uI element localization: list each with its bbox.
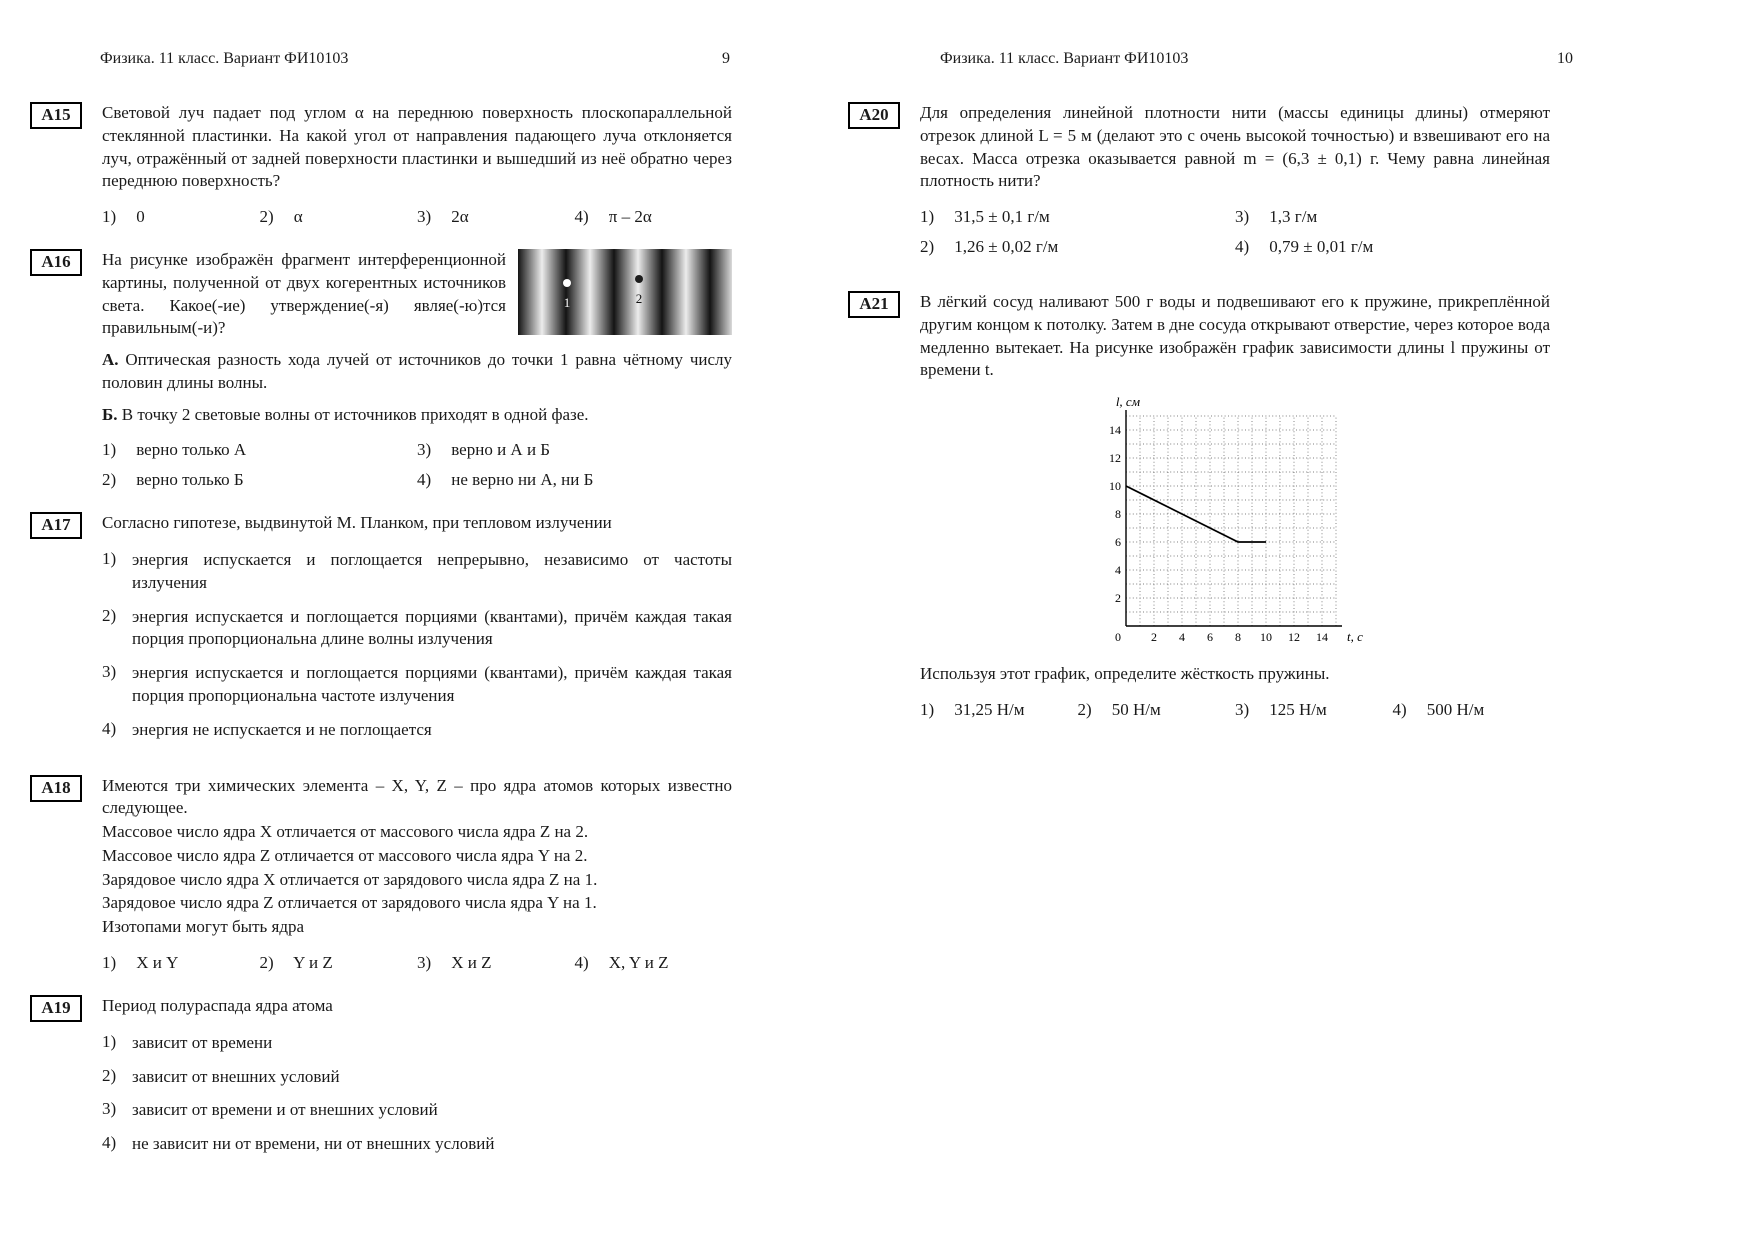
- question-a21: [848, 291, 1754, 720]
- answer-option: [920, 700, 1078, 720]
- question-label-a20: А20: [848, 102, 900, 129]
- options-row: [102, 207, 732, 227]
- answer-option: [1078, 700, 1236, 720]
- statement-a-text: Оптическая разность хода лучей от источников до точки 1 равна чётному числу половин длины волны.: [102, 350, 732, 392]
- answer-option: [417, 440, 732, 460]
- option-text: X и Z: [451, 953, 492, 973]
- option-number: 4): [574, 953, 589, 973]
- option-number: 1): [102, 440, 117, 460]
- option-text: верно и А и Б: [451, 440, 551, 460]
- answer-option: [102, 470, 417, 490]
- answer-option: [102, 606, 732, 652]
- option-number: 1): [920, 699, 935, 719]
- svg-text:8: 8: [1115, 507, 1121, 522]
- option-number: 4): [417, 470, 432, 490]
- svg-text:10: 10: [1260, 630, 1272, 645]
- header-title: Физика. 11 класс. Вариант ФИ10103: [940, 50, 1189, 67]
- options-list: [102, 549, 732, 741]
- header-title: Физика. 11 класс. Вариант ФИ10103: [100, 50, 349, 67]
- option-text: 0: [136, 207, 145, 227]
- fact-lines: [102, 820, 732, 939]
- option-text: энергия испускается и поглощается порциями (квантами), причём каждая такая порция пропорциональна частоте излучения: [132, 663, 732, 706]
- options-row: [102, 953, 732, 973]
- option-number: 1): [920, 207, 935, 227]
- option-text: 500 Н/м: [1426, 699, 1485, 719]
- option-number: 2): [920, 237, 935, 257]
- option-number: 1): [102, 1031, 117, 1051]
- question-body: [102, 512, 732, 752]
- interference-point-2: [632, 275, 646, 307]
- answer-option: [102, 953, 260, 973]
- option-text: 50 Н/м: [1111, 699, 1161, 719]
- option-text: энергия не испускается и не поглощается: [132, 719, 432, 739]
- option-number: 3): [1235, 207, 1250, 227]
- answer-option: [1393, 700, 1551, 720]
- answer-option: [102, 1099, 732, 1122]
- fact-line-text: Массовое число ядра X отличается от массового числа ядра Z на 2.: [102, 822, 589, 842]
- fact-line-text: Зарядовое число ядра Z отличается от зарядового числа ядра Y на 1.: [102, 893, 597, 913]
- question-label-a19: А19: [30, 995, 82, 1022]
- question-label-a21: А21: [848, 291, 900, 318]
- page-number: 9: [722, 50, 730, 67]
- option-text: 31,5 ± 0,1 г/м: [954, 207, 1050, 227]
- question-instruction: Используя этот график, определите жёсткость пружины.: [920, 664, 1330, 684]
- options-grid: [102, 440, 732, 490]
- answer-option: [920, 237, 1235, 257]
- option-text: X, Y и Z: [608, 953, 669, 973]
- options-row: [920, 700, 1550, 720]
- question-label-a15: А15: [30, 102, 82, 129]
- question-text: На рисунке изображён фрагмент интерференционной картины, полученной от двух когерентных источников света. Какое(-ие) утверждение(-я) являе(-ю)тся правильным(-и)?: [102, 250, 506, 338]
- option-number: 3): [417, 953, 432, 973]
- answer-option: [102, 662, 732, 708]
- interference-pattern-figure: [518, 249, 732, 335]
- answer-option: [1235, 237, 1550, 257]
- question-text: Период полураспада ядра атома: [102, 996, 333, 1016]
- answer-option: [260, 953, 418, 973]
- answer-option: [102, 207, 260, 227]
- svg-text:12: 12: [1288, 630, 1300, 645]
- option-number: 1): [102, 953, 117, 973]
- question-body: [920, 102, 1550, 257]
- question-a15: [30, 102, 815, 227]
- answer-option: [102, 440, 417, 460]
- statement-a-prefix: А.: [102, 350, 119, 370]
- option-text: не зависит ни от времени, ни от внешних условий: [132, 1134, 495, 1154]
- option-number: 4): [102, 718, 117, 738]
- answer-option: [1235, 700, 1393, 720]
- option-text: верно только А: [136, 440, 247, 460]
- svg-text:2: 2: [1151, 630, 1157, 645]
- option-text: зависит от времени и от внешних условий: [132, 1100, 438, 1120]
- svg-text:6: 6: [1115, 535, 1121, 550]
- question-label-a18: А18: [30, 775, 82, 802]
- spring-length-vs-time-chart: [1090, 392, 1390, 654]
- question-a20: [848, 102, 1754, 257]
- spring-length-chart-figure: [1090, 392, 1550, 659]
- option-number: 3): [417, 207, 432, 227]
- fact-line-text: Зарядовое число ядра X отличается от зарядового числа ядра Z на 1.: [102, 869, 598, 889]
- option-number: 3): [417, 440, 432, 460]
- page-10: [815, 0, 1754, 1239]
- option-number: 2): [1077, 699, 1092, 719]
- svg-text:2: 2: [1115, 591, 1121, 606]
- question-a16: [30, 249, 815, 490]
- option-number: 2): [259, 207, 274, 227]
- answer-option: [417, 470, 732, 490]
- question-a18: [30, 775, 815, 974]
- statement-b: [102, 404, 732, 427]
- svg-text:4: 4: [1115, 563, 1121, 578]
- question-label-a16: А16: [30, 249, 82, 276]
- answer-option: [102, 1133, 732, 1156]
- fact-line: [102, 844, 732, 868]
- question-text: В лёгкий сосуд наливают 500 г воды и подвешивают его к пружине, прикреплённой другим концом к потолку. Затем в дне сосуда открывают отверстие, через которое вода медленно вытекает. На рисунке изображён график зависимости длины l пружины от времени t.: [920, 292, 1550, 380]
- option-text: не верно ни А, ни Б: [451, 470, 594, 490]
- option-number: 2): [102, 470, 117, 490]
- svg-text:t, с: t, с: [1347, 629, 1363, 645]
- question-text: Для определения линейной плотности нити (массы единицы длины) отмеряют отрезок длиной L = 5 м (делают это с очень высокой точностью) и взвешивают его на весах. Масса отрезка оказывается равной m = (6,3 ± 0,1) г. Чему равна линейная плотность нити?: [920, 103, 1550, 191]
- question-row: [30, 775, 815, 974]
- svg-text:6: 6: [1207, 630, 1213, 645]
- point-2-label: 2: [635, 291, 643, 307]
- question-body: [102, 775, 732, 974]
- question-text: Согласно гипотезе, выдвинутой М. Планком, при тепловом излучении: [102, 513, 612, 533]
- option-text: 31,25 Н/м: [954, 699, 1025, 719]
- interference-point-1: [560, 279, 574, 311]
- page-9: [0, 0, 815, 1239]
- svg-text:0: 0: [1115, 630, 1121, 645]
- option-number: 3): [1235, 699, 1250, 719]
- option-number: 2): [102, 1065, 117, 1085]
- statement-a: [102, 349, 732, 395]
- svg-text:12: 12: [1109, 451, 1121, 466]
- option-text: энергия испускается и поглощается порциями (квантами), причём каждая такая порция пропорциональна длине волны излучения: [132, 606, 732, 649]
- question-body: [102, 995, 732, 1167]
- options-grid: [920, 207, 1550, 257]
- answer-option: [417, 207, 575, 227]
- option-number: 3): [102, 662, 117, 682]
- question-a17: [30, 512, 815, 752]
- svg-text:14: 14: [1316, 630, 1328, 645]
- svg-text:4: 4: [1179, 630, 1185, 645]
- option-text: X и Y: [136, 953, 179, 973]
- fact-line: [102, 868, 732, 892]
- option-text: зависит от времени: [132, 1032, 273, 1052]
- answer-option: [102, 719, 732, 742]
- option-number: 4): [574, 207, 589, 227]
- option-text: 125 Н/м: [1269, 699, 1327, 719]
- options-list: [102, 1032, 732, 1156]
- answer-option: [260, 207, 418, 227]
- option-number: 2): [259, 953, 274, 973]
- option-number: 4): [102, 1133, 117, 1153]
- option-text: 1,26 ± 0,02 г/м: [954, 237, 1059, 257]
- fact-line: [102, 820, 732, 844]
- answer-option: [920, 207, 1235, 227]
- svg-text:8: 8: [1235, 630, 1241, 645]
- fact-line: [102, 891, 732, 915]
- statement-b-prefix: Б.: [102, 404, 118, 424]
- answer-option: [575, 207, 733, 227]
- question-body: [102, 102, 732, 227]
- point-1-label: 1: [563, 295, 571, 311]
- page-header: [940, 50, 1573, 68]
- page-header: [100, 50, 730, 68]
- fact-line-text: Массовое число ядра Z отличается от массового числа ядра Y на 2.: [102, 845, 588, 865]
- question-body: [920, 291, 1550, 720]
- answer-option: [102, 1032, 732, 1055]
- question-label-a17: А17: [30, 512, 82, 539]
- question-a19: [30, 995, 815, 1167]
- option-text: α: [293, 207, 303, 227]
- question-body: [102, 249, 732, 490]
- svg-text:14: 14: [1109, 423, 1121, 438]
- option-text: 1,3 г/м: [1269, 207, 1318, 227]
- option-number: 4): [1235, 237, 1250, 257]
- option-number: 1): [102, 207, 117, 227]
- option-number: 1): [102, 549, 117, 569]
- question-text: Световой луч падает под углом α на переднюю поверхность плоскопараллельной стеклянной пластинки. На какой угол от направления падающего луча отклоняется луч, отражённый от задней поверхности пластинки и вышедший из неё обратно через переднюю поверхность?: [102, 103, 732, 191]
- point-1-dot: [563, 279, 571, 287]
- option-text: верно только Б: [136, 470, 244, 490]
- fact-line-text: Изотопами могут быть ядра: [102, 917, 305, 937]
- answer-option: [575, 953, 733, 973]
- option-text: π – 2α: [608, 207, 652, 227]
- option-text: зависит от внешних условий: [132, 1066, 340, 1086]
- answer-option: [102, 1066, 732, 1089]
- page-number: 10: [1557, 50, 1573, 67]
- answer-option: [102, 549, 732, 595]
- point-2-dot: [635, 275, 643, 283]
- question-intro: Имеются три химических элемента – X, Y, Z – про ядра атомов которых известно следующее.: [102, 775, 732, 818]
- svg-text:l, см: l, см: [1115, 394, 1140, 410]
- option-text: 0,79 ± 0,01 г/м: [1269, 237, 1374, 257]
- statement-b-text: В точку 2 световые волны от источников приходят в одной фазе.: [121, 404, 589, 424]
- fact-line: [102, 915, 732, 939]
- answer-option: [417, 953, 575, 973]
- svg-text:10: 10: [1109, 479, 1121, 494]
- option-text: энергия испускается и поглощается непрерывно, независимо от частоты излучения: [132, 550, 732, 592]
- option-text: 2α: [451, 207, 469, 227]
- option-text: Y и Z: [293, 953, 333, 973]
- answer-option: [1235, 207, 1550, 227]
- option-number: 4): [1392, 699, 1407, 719]
- option-number: 2): [102, 605, 117, 625]
- option-number: 3): [102, 1099, 117, 1119]
